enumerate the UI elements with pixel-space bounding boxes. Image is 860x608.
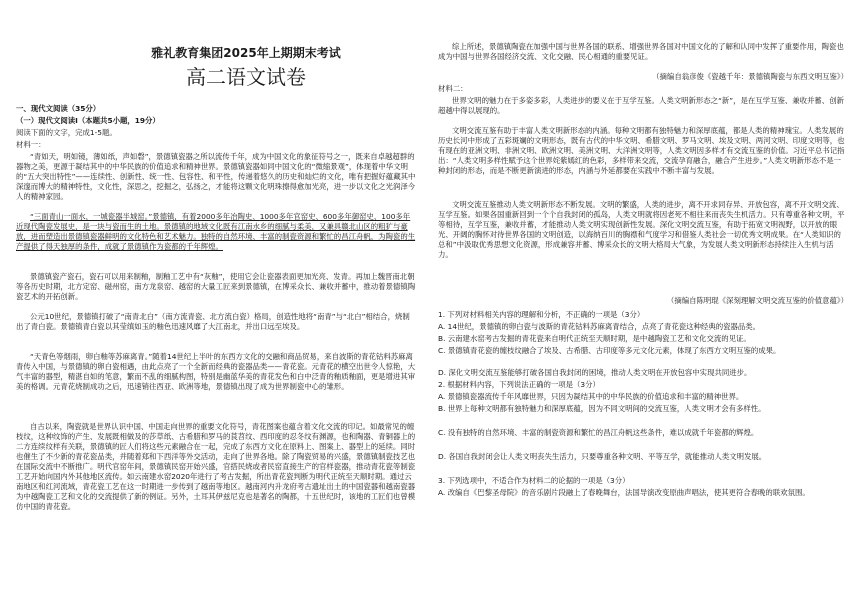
question-2: 2. 根据材料内容，下列说法正确的一项是（3分） — [438, 380, 600, 389]
question-1-option-d: D. 深化文明交流互鉴能够打破各国自我封闭的困境，推动人类文明在开放包容中实现共同进步。 — [438, 368, 752, 377]
reading-instruction: 阅读下面的文字，完成1-5题。 — [16, 128, 117, 137]
question-1-option-b: B. 云南建水窑考古发掘的青花瓷来自明代正统至天顺时期，是中越陶瓷工艺和文化交流的见证。 — [438, 334, 751, 343]
source-citation-2: （摘编自陈明琨《深刻理解文明交流互鉴的价值意蕴》） — [666, 296, 848, 305]
material-one-label: 材料一： — [16, 140, 46, 149]
question-2-option-d: D. 各国自我封闭会让人类文明丧失生活力，只要尊重各种文明、平等互学，就能推动人类文明发展。 — [438, 452, 767, 461]
exam-title: 雅礼教育集团2025年上期期末考试 — [151, 46, 341, 60]
material-two-paragraph-3: 文明交流互鉴推动人类文明新形态不断发展。文明的繁盛，人类的进步，离不开求同存异、开放包容，离不开文明交流、互学互鉴。如果各国重新回到一个个自我封闭的孤岛，人类文明就将因老死不相往来而丧失生机活力。只有尊重各种文明，平等相待，互学互鉴，兼收并蓄，才能推动人类文明实现创新性发展。深化文明交流互鉴，有助于拓宽文明视野，以开放的眼光、开阔的胸怀对待世界各国的文明创造，以海纳百川的胸襟和气度学习和借鉴人类社会一切优秀文明成果。在“人类知识的总和”中汲取优秀思想文化资源，形成兼容并蓄、博采众长的文明大格局大气象，为发展人类文明新形态持续注入生机与活力。 — [438, 200, 845, 259]
question-1-option-a: A. 14世纪，景德镇的卵白瓷与波斯的青花钴料苏麻离青结合，点亮了青花瓷这种经典的瓷器品类。 — [438, 322, 761, 331]
paragraph-5: “天青色等烟雨，卵白釉等苏麻离青。”随着14世纪上半叶的东西方文化的交融和商品贸易，来自波斯的青花钴料苏麻离青传入中国，与景德镇的卵白瓷相遇，由此点亮了一个全新而经典的瓷器品类——青花瓷。元青花的横空出世令人惊艳，大气丰富的器型，精湛自如的笔意，繁而不乱的细腻构图，特别是幽蓝华美的青花发色和白中泛青的釉质釉面，更是增进其审美的格调。元青花烧制成功之后，迅速销往西亚、欧洲等地，景德镇出现了成为世界制瓷中心的雏形。 — [16, 352, 416, 391]
source-citation-1: （摘编自翁彦俊《瓷越千年：景德镇陶瓷与东西文明互鉴》） — [652, 72, 848, 81]
question-1-option-c: C. 景德镇青花瓷的缠枝纹融合了埃及、古希腊、古印度等多元文化元素，体现了东西方文明互鉴的成果。 — [438, 346, 781, 355]
paragraph-6: 自古以来，陶瓷就是世界认识中国、中国走向世界的重要文化符号，青花图案也蕴含着文化交流的印记。如最常见的缠枝纹，这种纹饰的产生、发展既相做及的莎草纸、古希腊和罗马的莨苕纹、西印度的忍冬纹有渊源，也和陶器、青铜器上的二方连续纹样有关联，景德镇的匠人们将这些元素融合在一起，完成了东西方文化在原料上、图案上、器型上的延续。同时也催生了不少新的青花瓷品类，并随着郑和下西洋等外交活动，走向了世界各地。除了陶瓷贸易的兴盛，景德镇制瓷技艺也在国际交流中不断推广。明代官窑年间，景德镇民窑开始兴盛，官搭民烧或者民窑直接生产的官样瓷器，推动青花瓷等制瓷工艺开始向国内外其他地区流传。如云南建水窑2020年进行了考古发掘，所出青花瓷判断为明代正统至天顺时期。通过云南地区和红河流域，青花瓷工艺在这一时期进一步传到了越南等地区。越南河内升龙府考古遗址出土的中国瓷器和越南瓷器为中越陶瓷工艺和文化的交流提供了新的例证。另外，土耳其伊兹尼克也是著名的陶都，十五世纪时，该地的工匠们也曾模仿中国的青花瓷。 — [16, 422, 416, 511]
question-2-option-c: C. 没有独特的自然环境、丰富的制瓷资源和繁忙的昌江舟帆这些条件，难以成就千年瓷都的辉煌。 — [438, 428, 759, 437]
question-3-option-a: A. 改编自《巴黎圣母院》的音乐剧片段融上了春晚舞台，法国导演改变原曲声唱法，使其更符合春晚的联欢氛围。 — [438, 488, 810, 497]
material-two-label: 材料二： — [438, 84, 468, 93]
paragraph-4: 公元10世纪，景德镇打破了“南青北白”（南方流青瓷、北方流白瓷）格局，创造性地将“南青”与“北白”相结合，烧制出了青白瓷。景德镇青白瓷以其莹缜如玉的釉色迅速风靡了大江南北，并出口远至埃及。 — [16, 312, 410, 331]
question-2-option-a: A. 景德镇瓷器流传千年风靡世界，只因为凝结其中的中华民族的价值追求和丰富的精神世界。 — [438, 392, 744, 401]
section-heading: 一、现代文阅读（35分） — [16, 104, 101, 113]
material-two-paragraph-2: 文明交流互鉴有助于丰富人类文明新形态的内涵。每种文明都有独特魅力和深厚底蕴，都是人类的精神瑰宝。人类发展的历史长河中形成了五彩斑斓的文明形态，既有古代的中华文明、希腊文明、罗马文明、埃及文明、两河文明、印度文明等，也有现在的亚洲文明、非洲文明、欧洲文明、美洲文明、大洋洲文明等，人类文明因多样才有交流互鉴的价值。习近平总书记指出：“人类文明多样性赋予这个世界姹紫嫣红的色彩，多样带来交流，交流孕育融合，融合产生进步。”人类文明新形态不是一种封闭的形态，而是不断更新演进的形态，内涵与外延都要在实践中不断丰富与发展。 — [438, 126, 845, 175]
exam-subtitle: 高二语文试卷 — [186, 65, 306, 89]
conclusion-paragraph: 综上所述，景德镇陶瓷在加强中国与世界各国的联系、增强世界各国对中国文化的了解和认同中发挥了重要作用，陶瓷也成为中国与世界各国经济交流、文化交融、民心相通的重要见证。 — [438, 42, 844, 61]
paragraph-3: 景德镇瓷产瓷石，瓷石可以用来制釉，制釉工艺中有“灰釉”，使用它会让瓷器表面更加光亮、发青。再加上魏晋南北朝等各历史时期，北方定窑、磁州窑，南方龙泉窑、越窑的大量工匠来到景德镇，在博采众长、兼收并蓄中，推动着景德镇陶瓷艺术的开拓创新。 — [16, 272, 416, 301]
material-two-paragraph-1: 世界文明的魅力在于多姿多彩，人类进步的要义在于互学互鉴。人类文明新形态之“新”，是在互学互鉴、兼收并蓄、创新超越中得以展现的。 — [438, 96, 844, 115]
paragraph-2: “三面青山一面水，一城瓷器半城窑。”景德镇，有着2000多年冶陶史、1000多年官窑史、600多年御窑史、100多年近现代陶瓷发展史，是一块与瓷而生的土地。景德镇的地域文化既有江南水乡的细腻与柔美，又兼具赣北山区的粗犷与豪放，进而塑造出景德镇瓷器鲜明的文化特色和艺术魅力。独特的自然环境、丰富的制瓷资源和繁忙的昌江舟帆，为陶瓷的生产提供了得天独厚的条件，成就了景德镇作为瓷都的千年辉煌。 — [16, 212, 416, 251]
question-3: 3. 下列选项中，不适合作为材料二的论据的一项是（3分） — [438, 476, 630, 485]
subsection-heading: （一）现代文阅读Ⅰ（本题共5小题，19分） — [16, 116, 160, 125]
question-2-option-b: B. 世界上每种文明都有独特魅力和深厚底蕴，因为不同文明间的交流互鉴，人类文明才会有多样性。 — [438, 404, 766, 413]
question-1: 1. 下列对材料相关内容的理解和分析，不正确的一项是（3分） — [438, 310, 645, 319]
paragraph-1: “青如天，明如镜，薄如纸，声如磬”，景德镇瓷器之所以流传千年，成为中国文化的象征符号之一，既来自卓越超群的器物之美，更源于凝结其中的中华民族的价值追求和精神世界。景德镇瓷器如同中国文化的“微缩景观”，体现着中华文明的“五大突出特性”——连续性、创新性、统一性、包容性、和平性，传递着悠久的历史和灿烂的文化，唯有把握好蕴藏其中深邃而博大的精神特性，文化性，深思之，挖掘之，弘扬之，才能将这颗文化明珠擦得愈加光亮，进一步以文化之光润泽今人的精神家园。 — [16, 152, 416, 201]
